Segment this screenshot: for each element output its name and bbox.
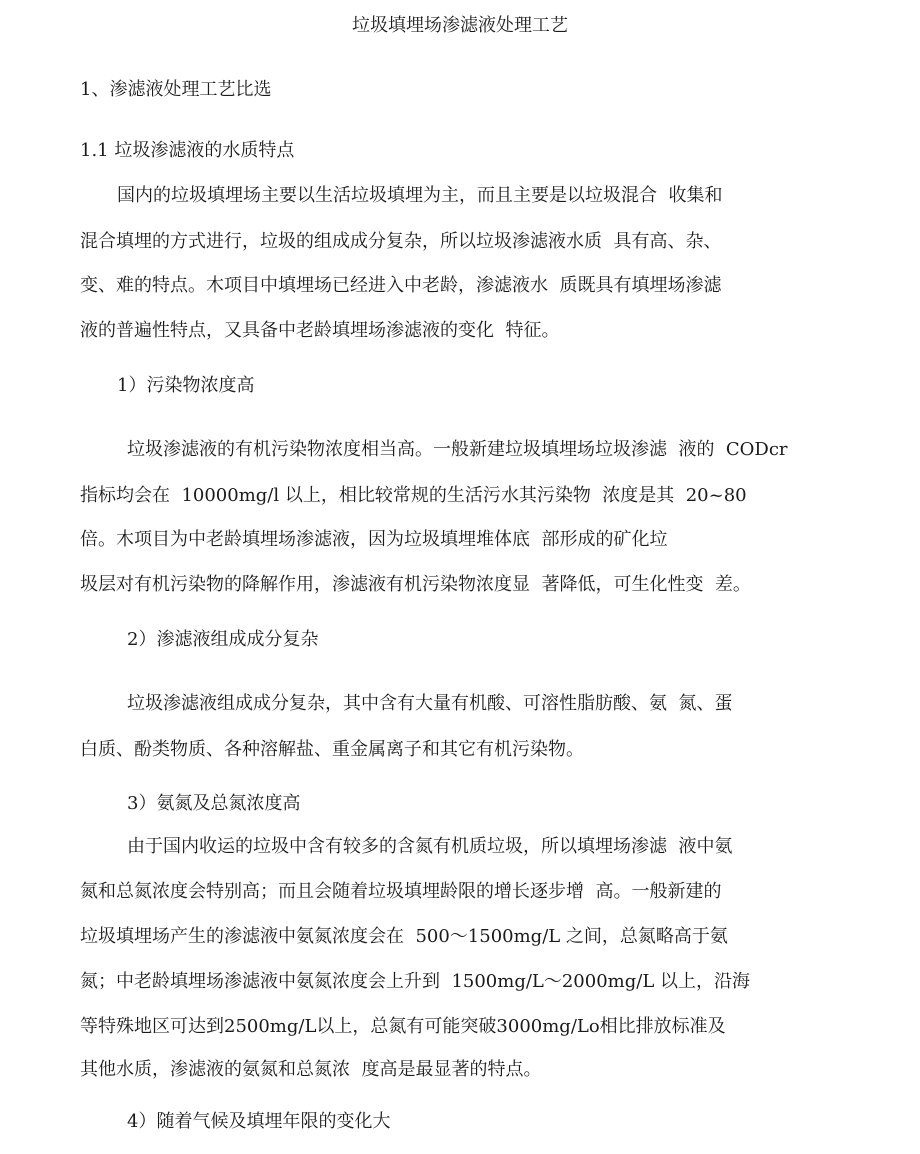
paragraph-line: 垃圾渗滤液组成成分复杂，其中含有大量有机酸、可溶性脂肪酸、氨 氮、蛋 <box>127 693 733 714</box>
paragraph-line: 氮；中老龄填埋场渗滤液中氨氮浓度会上升到 1500mg/L～2000mg/L 以上，沿海 <box>80 971 750 992</box>
paragraph-line: 垃圾填埋场产生的渗滤液中氨氮浓度会在 500～1500mg/L 之间，总氮略高于氨 <box>80 926 728 947</box>
paragraph-line: 变、难的特点。木项目中填埋场已经进入中老龄，渗滤液水 质既具有填埋场渗滤 <box>80 275 722 296</box>
paragraph-line: 国内的垃圾填埋场主要以生活垃圾填埋为主，而且主要是以垃圾混合 收集和 <box>117 185 723 206</box>
paragraph-line: 圾层对有机污染物的降解作用，渗滤液有机污染物浓度显 著降低，可生化性变 差。 <box>80 574 751 595</box>
item-heading-4: 4）随着气候及填埋年限的变化大 <box>127 1111 391 1132</box>
item-heading-2: 2）渗滤液组成成分复杂 <box>127 629 319 650</box>
page-title: 垃圾填埋场渗滤液处理工艺 <box>352 15 568 36</box>
paragraph-line: 液的普遍性特点，又具备中老龄填埋场渗滤液的变化 特征。 <box>80 320 560 341</box>
paragraph-line: 等特殊地区可达到2500mg/L以上，总氮有可能突破3000mg/Lo相比排放标准及 <box>80 1016 726 1037</box>
paragraph-line: 倍。木项目为中老龄填埋场渗滤液，因为垃圾填埋堆体底 部形成的矿化垃 <box>80 529 668 550</box>
paragraph-line: 白质、酚类物质、各种溶解盐、重金属离子和其它有机污染物。 <box>80 739 584 760</box>
paragraph-line: 混合填埋的方式进行，垃圾的组成成分复杂，所以垃圾渗滤液水质 具有高、杂、 <box>80 231 722 252</box>
paragraph-line: 垃圾渗滤液的有机污染物浓度相当高。一般新建垃圾填埋场垃圾渗滤 液的 CODcr <box>127 439 788 460</box>
paragraph-line: 由于国内收运的垃圾中含有较多的含氮有机质垃圾，所以填埋场渗滤 液中氨 <box>127 836 733 857</box>
item-heading-1: 1）污染物浓度高 <box>117 375 255 396</box>
item-heading-3: 3）氨氮及总氮浓度高 <box>127 793 301 814</box>
paragraph-line: 其他水质，渗滤液的氨氮和总氮浓 度高是最显著的特点。 <box>80 1059 542 1080</box>
paragraph-line: 指标均会在 10000mg/l 以上，相比较常规的生活污水其污染物 浓度是其 20~80 <box>80 485 747 506</box>
section-heading-1: 1、渗滤液处理工艺比选 <box>80 79 272 100</box>
paragraph-line: 氮和总氮浓度会特别高；而且会随着垃圾填埋龄限的增长逐步增 高。一般新建的 <box>80 881 722 902</box>
section-heading-1-1: 1.1 垃圾渗滤液的水质特点 <box>80 140 295 161</box>
